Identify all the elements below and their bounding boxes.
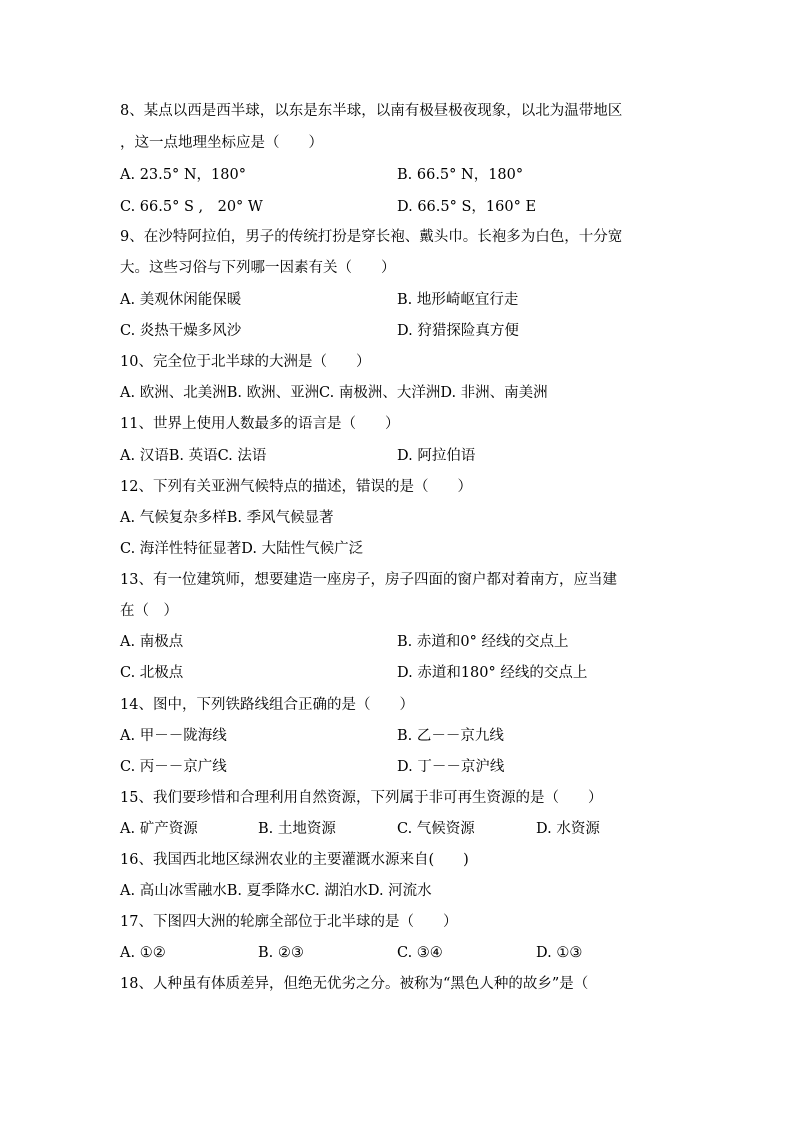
question-13-option-d: D. 赤道和180° 经线的交点上 (397, 665, 588, 681)
question-14-option-c: C. 丙－－京广线 (120, 759, 227, 775)
question-12-options-cd: C. 海洋性特征显著D. 大陆性气候广泛 (120, 541, 364, 557)
question-14-option-d: D. 丁－－京沪线 (397, 759, 505, 775)
question-14-stem: 14、图中，下列铁路线组合正确的是（ ） (120, 697, 414, 713)
question-11-options-abc: A. 汉语B. 英语C. 法语 (120, 448, 267, 464)
question-9-stem-line-1: 9、在沙特阿拉伯，男子的传统打扮是穿长袍、戴头巾。长袍多为白色，十分宽 (120, 229, 623, 245)
question-9-option-a: A. 美观休闲能保暖 (120, 292, 242, 308)
question-8-option-d: D. 66.5° S，160° E (397, 199, 537, 215)
question-15-stem: 15、我们要珍惜和合理利用自然资源，下列属于非可再生资源的是（ ） (120, 790, 603, 806)
question-14-option-a: A. 甲－－陇海线 (120, 728, 227, 744)
question-13-option-c: C. 北极点 (120, 665, 184, 681)
question-15-option-d: D. 水资源 (536, 821, 600, 837)
question-17-stem: 17、下图四大洲的轮廓全部位于北半球的是（ ） (120, 914, 458, 930)
question-8-option-c: C. 66.5° S , 20° W (120, 199, 263, 215)
question-15-option-a: A. 矿产资源 (120, 821, 198, 837)
question-15-option-c: C. 气候资源 (397, 821, 475, 837)
question-9-option-b: B. 地形崎岖宜行走 (397, 292, 519, 308)
question-17-option-d: D. ①③ (536, 945, 583, 961)
question-8-option-b: B. 66.5° N，180° (397, 167, 524, 183)
question-13-option-a: A. 南极点 (120, 634, 184, 650)
question-18-stem: 18、人种虽有体质差异，但绝无优劣之分。被称为“黑色人种的故乡”是（ (120, 976, 589, 992)
question-13-option-b: B. 赤道和0° 经线的交点上 (397, 634, 569, 650)
question-8-stem-line-2: ，这一点地理坐标应是（ ） (120, 135, 323, 151)
question-17-option-c: C. ③④ (397, 945, 443, 961)
question-13-stem-line-1: 13、有一位建筑师，想要建造一座房子，房子四面的窗户都对着南方，应当建 (120, 572, 617, 588)
question-12-options-ab: A. 气候复杂多样B. 季风气候显著 (120, 510, 334, 526)
question-17-option-a: A. ①② (120, 945, 166, 961)
question-13-stem-line-2: 在（ ） (120, 603, 178, 619)
question-15-option-b: B. 土地资源 (258, 821, 336, 837)
question-10-options: A. 欧洲、北美洲B. 欧洲、亚洲C. 南极洲、大洋洲D. 非洲、南美洲 (120, 385, 548, 401)
question-16-options: A. 高山冰雪融水B. 夏季降水C. 湖泊水D. 河流水 (120, 883, 432, 899)
question-10-stem: 10、完全位于北半球的大洲是（ ） (120, 354, 371, 370)
question-17-option-b: B. ②③ (258, 945, 304, 961)
question-9-option-d: D. 狩猎探险真方便 (397, 323, 519, 339)
question-11-option-d: D. 阿拉伯语 (397, 448, 476, 464)
question-11-stem: 11、世界上使用人数最多的语言是（ ） (120, 416, 400, 432)
question-16-stem: 16、我国西北地区绿洲农业的主要灌溉水源来自( ) (120, 852, 469, 868)
question-12-stem: 12、下列有关亚洲气候特点的描述，错误的是（ ） (120, 479, 472, 495)
question-9-option-c: C. 炎热干燥多风沙 (120, 323, 242, 339)
question-9-stem-line-2: 大。这些习俗与下列哪一因素有关（ ） (120, 260, 396, 276)
question-8-option-a: A. 23.5° N，180° (120, 167, 246, 183)
question-14-option-b: B. 乙－－京九线 (397, 728, 504, 744)
question-8-stem-line-1: 8、某点以西是西半球，以东是东半球，以南有极昼极夜现象，以北为温带地区 (120, 103, 623, 119)
